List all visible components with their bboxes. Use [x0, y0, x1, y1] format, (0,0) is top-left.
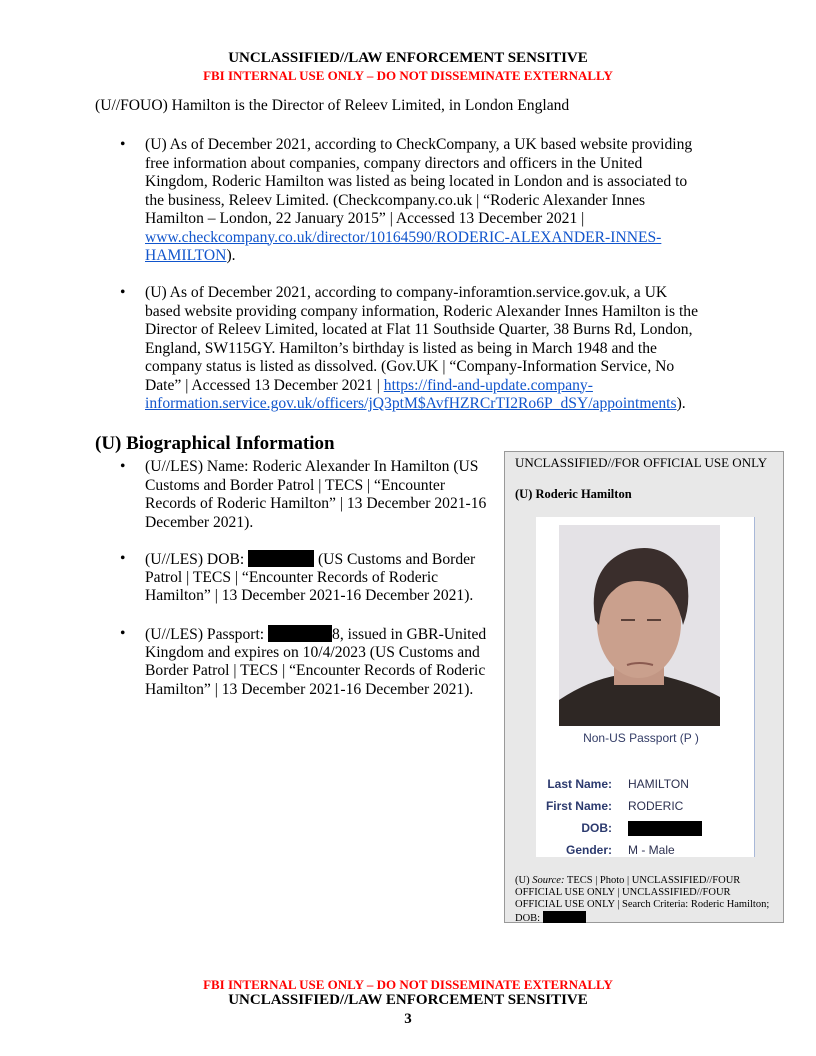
intro-paragraph: (U//FOUO) Hamilton is the Director of Releev Limited, in London England — [95, 97, 570, 114]
text-line: (U) As of December 2021, according to company-inforamtion.service.gov.uk, a UK — [145, 284, 668, 301]
redaction — [543, 911, 586, 923]
text: TECS | Photo | UNCLASSIFIED//FOUR OFFICIAL USE ONLY | UNCLASSIFIED//FOUR OFFICIAL USE ONLY | Search Criteria: Roderic Hamilton; DOB: — [515, 875, 770, 924]
text-line: Hamilton” | 13 December 2021-16 December 2021). — [145, 680, 474, 698]
page-number: 3 — [404, 1011, 412, 1027]
photo-source — [515, 875, 780, 925]
checkcompany-link-cont[interactable]: HAMILTON — [145, 247, 227, 264]
section-title: (U) Biographical Information — [95, 433, 335, 454]
field-label: Last Name: — [547, 777, 612, 791]
text-line: Records of Roderic Hamilton” | 13 December 2021-16 — [145, 495, 487, 512]
govuk-link[interactable]: https://find-and-update.company- — [383, 376, 593, 394]
bullet-icon: • — [120, 458, 126, 475]
text-line: Hamilton” | 13 December 2021-16 December 2021). — [145, 587, 474, 604]
document-type: Non-US Passport (P ) — [583, 731, 699, 745]
text: (U//LES) DOB: — [145, 551, 249, 568]
text: ). — [226, 247, 236, 264]
checkcompany-link[interactable]: www.checkcompany.co.uk/director/10164590/RODERIC-ALEXANDER-INNES- — [145, 228, 662, 246]
field-dob — [536, 821, 755, 837]
text: (U//LES) Passport: — [145, 626, 269, 643]
redaction — [268, 625, 332, 642]
passport-record-card — [536, 517, 755, 857]
text-line: the business, Releev Limited. (Checkcompany.co.uk | “Roderic Alexander Innes — [145, 191, 646, 209]
passport-photo — [559, 525, 720, 726]
field-value: HAMILTON — [628, 777, 689, 791]
bullet-icon: • — [120, 625, 126, 642]
text-line: Hamilton – London, 22 January 2015” | Accessed 13 December 2021 | — [145, 210, 585, 227]
sidebar-title: (U) Roderic Hamilton — [515, 487, 632, 501]
text: 8, issued in GBR-United — [332, 626, 487, 643]
field-label: First Name: — [545, 799, 612, 813]
text-line: Border Patrol | TECS | “Encounter Records of Roderic — [145, 662, 486, 679]
redaction — [628, 821, 702, 836]
field-first-name — [536, 799, 755, 815]
field-value: M - Male — [628, 843, 675, 857]
text-line: based website providing company information, Roderic Alexander Innes Hamilton is the — [145, 302, 699, 320]
footer-caveat: FBI INTERNAL USE ONLY – DO NOT DISSEMINATE EXTERNALLY — [203, 977, 613, 992]
text-line: company status is listed as dissolved. (Gov.UK | “Company-Information Service, No — [145, 358, 675, 375]
photo-sidebar — [504, 451, 784, 923]
redaction — [248, 550, 314, 567]
text: (US Customs and Border — [314, 551, 476, 568]
text: Date” | Accessed 13 December 2021 | — [145, 376, 384, 394]
bullet-icon: • — [120, 136, 126, 153]
text-line: Customs and Border Patrol | TECS | “Encounter — [145, 476, 446, 494]
text-line: Kingdom, Roderic Hamilton was listed as being located in London and is associated to — [145, 173, 688, 190]
text-line: England, SW115GY. Hamilton’s birthday is listed as being in March 1948 and the — [145, 339, 657, 357]
text-line: Kingdom and expires on 10/4/2023 (US Customs and — [145, 643, 480, 661]
bullet-icon: • — [120, 284, 126, 301]
text: (U) — [515, 875, 533, 886]
header-classification: UNCLASSIFIED//LAW ENFORCEMENT SENSITIVE — [228, 50, 588, 66]
text-line: (U) As of December 2021, according to CheckCompany, a UK based website providing — [145, 136, 693, 153]
header-caveat: FBI INTERNAL USE ONLY – DO NOT DISSEMINATE EXTERNALLY — [203, 68, 613, 83]
bullet-icon: • — [120, 550, 126, 567]
text-line: free information about companies, company directors and officers in the United — [145, 154, 643, 172]
text-line: December 2021). — [145, 513, 254, 531]
field-value: RODERIC — [628, 799, 684, 813]
text-line: (U//LES) Name: Roderic Alexander In Hamilton (US — [145, 458, 479, 475]
field-label: DOB: — [581, 821, 612, 835]
text: ). — [676, 395, 686, 412]
field-label: Gender: — [565, 843, 612, 857]
sidebar-classification: UNCLASSIFIED//FOR OFFICIAL USE ONLY — [515, 455, 768, 470]
text-line: Patrol | TECS | “Encounter Records of Roderic — [145, 568, 439, 586]
govuk-link-cont[interactable]: information.service.gov.uk/officers/jQ3ptM$AvfHZRCrTI2Ro6P_dSY/appointments — [145, 395, 677, 412]
text-line: Director of Releev Limited, located at Flat 11 Southside Quarter, 38 Burns Rd, London, — [145, 321, 693, 338]
source-label: Source: — [532, 875, 565, 886]
field-gender — [536, 843, 755, 859]
field-last-name — [536, 777, 755, 793]
footer-classification: UNCLASSIFIED//LAW ENFORCEMENT SENSITIVE — [228, 992, 588, 1008]
